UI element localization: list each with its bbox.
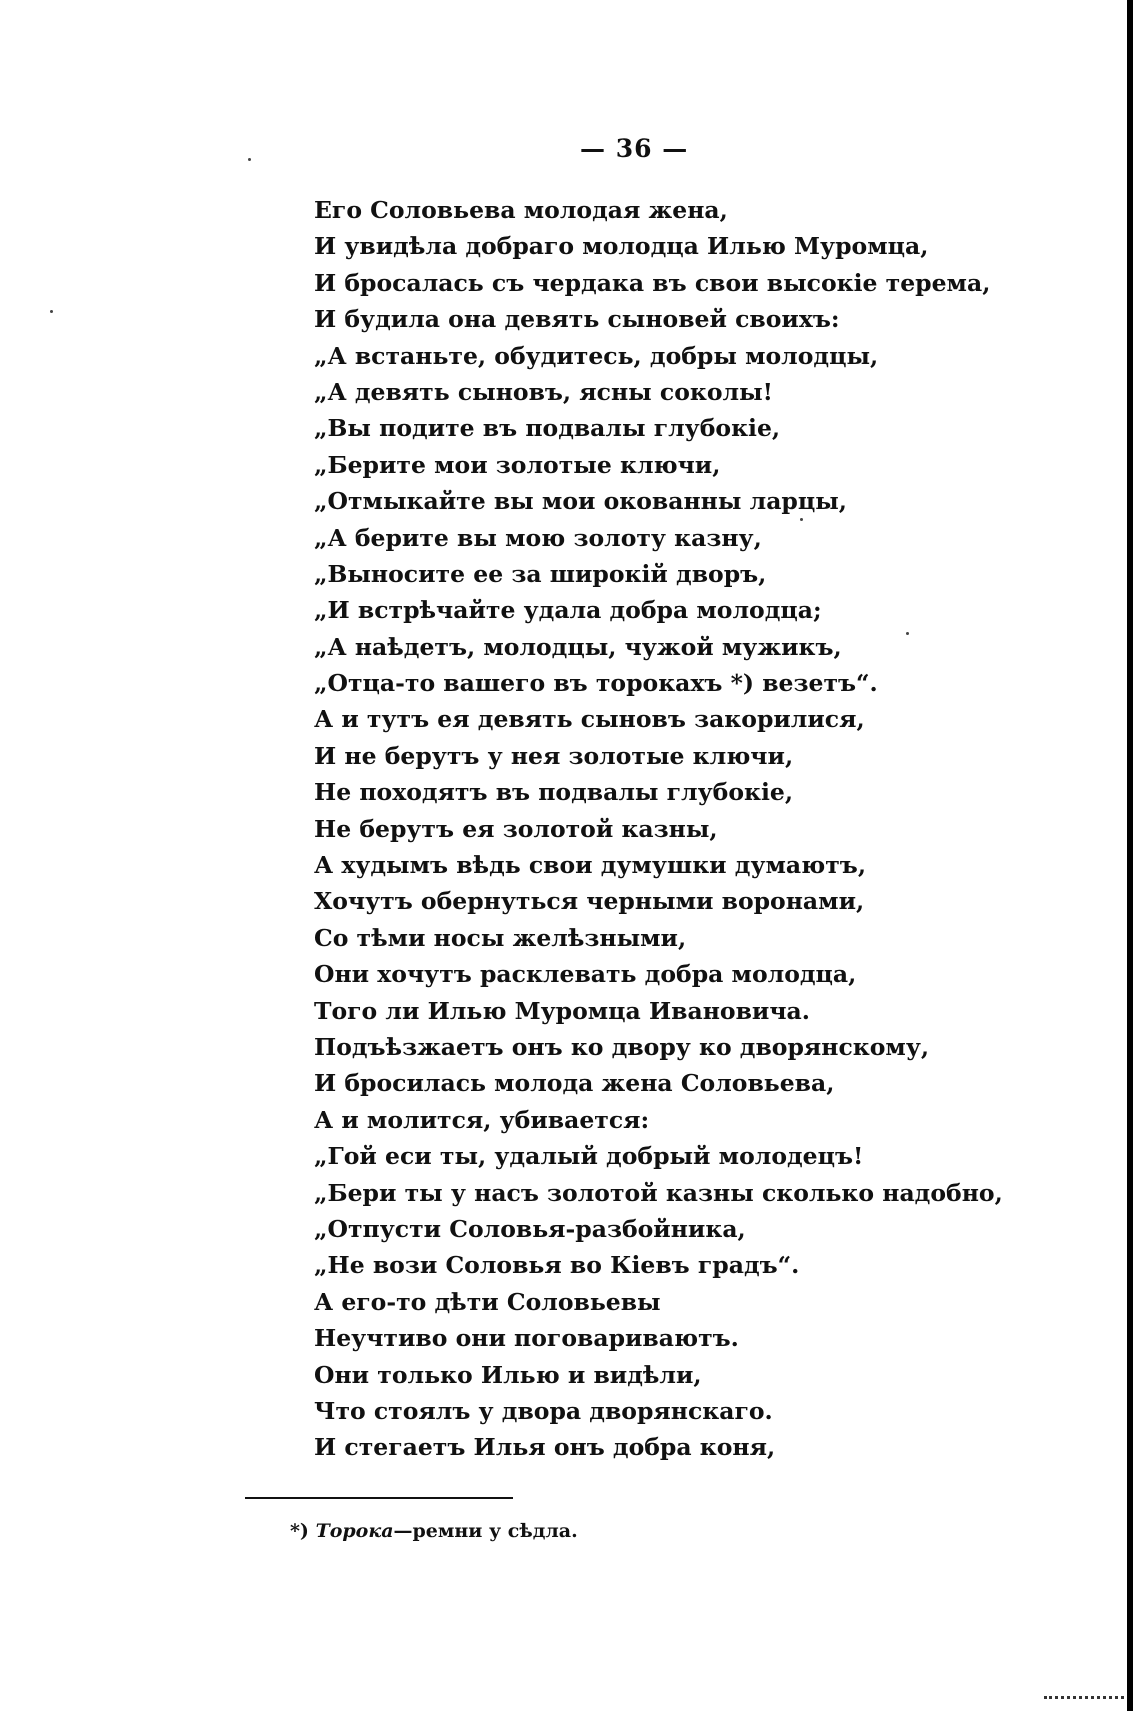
poem-line: Неучтиво они поговариваютъ. <box>314 1324 739 1353</box>
poem-line: А и тутъ ея девять сыновъ закорилися, <box>314 705 865 734</box>
poem-line: А и молится, убивается: <box>314 1105 650 1134</box>
poem-line: Со тѣми носы желѣзными, <box>314 923 687 952</box>
poem-line: И не берутъ у нея золотые ключи, <box>314 741 794 770</box>
poem-line: „А наѣдетъ, молодцы, чужой мужикъ, <box>314 632 842 661</box>
poem-line: Его Соловьева молодая жена, <box>314 196 728 224</box>
poem-line: „А девять сыновъ, ясны соколы! <box>314 377 773 406</box>
poem-line: „Бери ты у насъ золотой казны сколько надобно, <box>314 1178 1003 1207</box>
poem-line: И бросилась молода жена Соловьева, <box>314 1069 835 1098</box>
poem-line: „Не вози Соловья во Кiевъ градъ“. <box>314 1251 800 1280</box>
poem-line: И будила она девять сыновей своихъ: <box>314 305 840 334</box>
scan-edge-bar <box>1127 0 1133 1711</box>
poem-line: Они хочутъ расклевать добра молодца, <box>314 960 857 989</box>
poem-line: Не берутъ ея золотой казны, <box>314 814 718 843</box>
poem-line: И бросалась съ чердака въ свои высокiе терема, <box>314 268 991 297</box>
poem-line: Того ли Илью Муромца Ивановича. <box>314 996 810 1025</box>
poem-line: „А встаньте, обудитесь, добры молодцы, <box>314 341 879 370</box>
poem-line: А его-то дѣти Соловьевы <box>314 1287 661 1316</box>
footnote <box>290 1520 578 1542</box>
scan-speck <box>800 518 803 521</box>
poem-line: „Выносите ее за широкiй дворъ, <box>314 559 767 588</box>
scan-speck <box>50 310 53 313</box>
poem-line: Подъѣзжаетъ онъ ко двору ко дворянскому, <box>314 1032 930 1061</box>
poem-line: И увидѣла добраго молодца Илью Муромца, <box>314 232 929 261</box>
poem-line: „А берите вы мою золоту казну, <box>314 523 762 552</box>
footnote-divider <box>245 1497 513 1499</box>
poem-text <box>314 192 1003 1466</box>
poem-line: Не походятъ въ подвалы глубокiе, <box>314 778 794 807</box>
poem-line: „Берите мои золотые ключи, <box>314 450 721 479</box>
poem-line: Они только Илью и видѣли, <box>314 1360 702 1389</box>
poem-line: А худымъ вѣдь свои думушки думаютъ, <box>314 851 866 880</box>
poem-line: „Отмыкайте вы мои окованны ларцы, <box>314 487 847 516</box>
poem-line: Что стоялъ у двора дворянскаго. <box>314 1396 773 1425</box>
poem-line: „Вы подите въ подвалы глубокiе, <box>314 414 781 443</box>
footnote-definition: —ремни у сѣдла. <box>393 1520 578 1542</box>
scan-edge-marks <box>1044 1696 1124 1699</box>
page-number: — 36 — <box>580 134 689 163</box>
footnote-term: Торока <box>315 1520 394 1542</box>
poem-line: „Отпусти Соловья-разбойника, <box>314 1214 746 1243</box>
poem-line: „Гой еси ты, удалый добрый молодецъ! <box>314 1142 864 1171</box>
scan-speck <box>906 632 909 635</box>
poem-line: И стегаетъ Илья онъ добра коня, <box>314 1433 776 1462</box>
footnote-marker: *) <box>290 1520 309 1542</box>
poem-line: „Отца-то вашего въ торокахъ *) везетъ“. <box>314 669 878 698</box>
poem-line: „И встрѣчайте удала добра молодца; <box>314 596 822 625</box>
scan-speck <box>248 158 251 161</box>
poem-line: Хочутъ обернуться черными воронами, <box>314 887 865 916</box>
